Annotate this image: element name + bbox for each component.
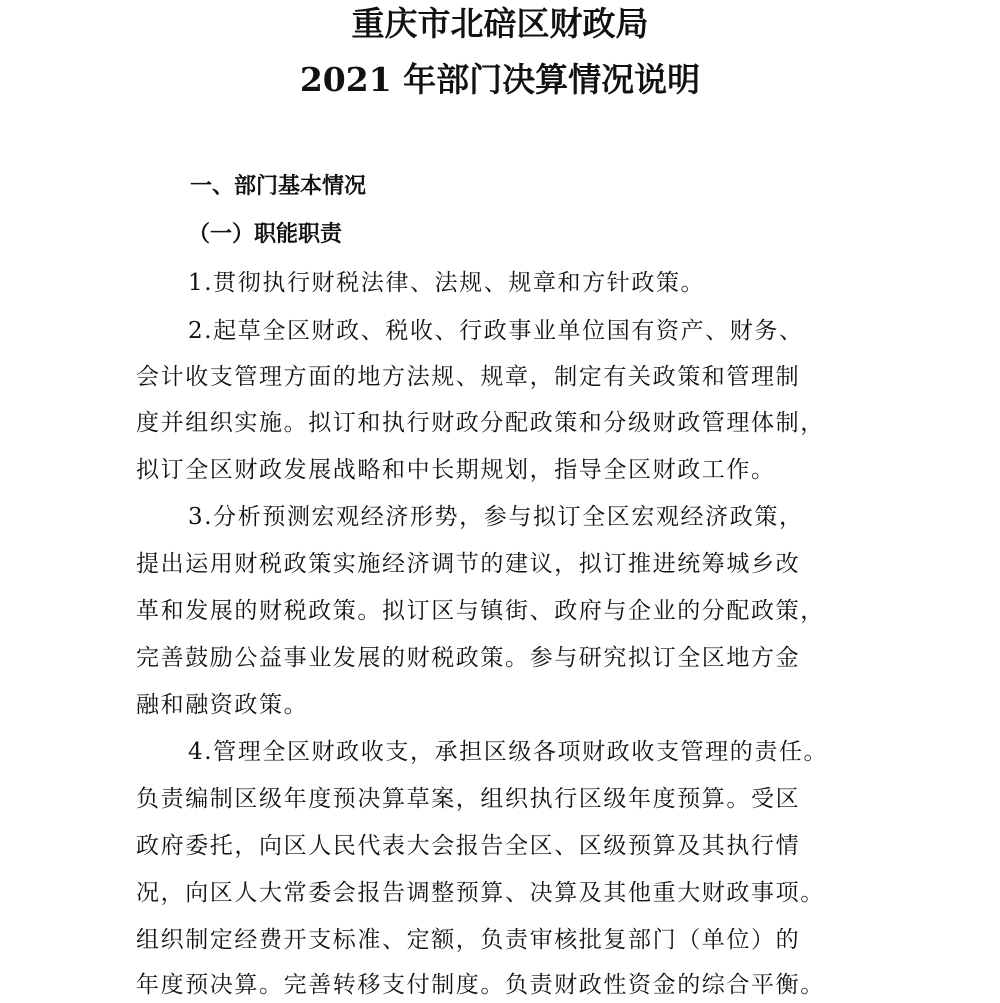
section-heading: 一、部门基本情况	[190, 174, 367, 199]
body-line: 组织制定经费开支标准、定额，负责审核批复部门（单位）的	[136, 927, 801, 953]
body-line: 负责编制区级年度预决算草案，组织执行区级年度预算。受区	[136, 786, 801, 812]
body-line: 融和融资政策。	[136, 692, 309, 718]
body-line: 会计收支管理方面的地方法规、规章，制定有关政策和管理制	[136, 364, 801, 390]
subsection-heading: （一）职能职责	[188, 222, 343, 247]
body-line: 3.分析预测宏观经济形势，参与拟订全区宏观经济政策，	[188, 504, 804, 530]
body-line: 完善鼓励公益事业发展的财税政策。参与研究拟订全区地方金	[136, 645, 801, 671]
body-line: 提出运用财税政策实施经济调节的建议，拟订推进统筹城乡改	[136, 551, 801, 577]
document-subtitle: 2021 年部门决算情况说明	[299, 60, 701, 99]
body-line: 革和发展的财税政策。拟订区与镇街、政府与企业的分配政策，	[136, 598, 825, 624]
body-line: 年度预决算。完善转移支付制度。负责财政性资金的综合平衡。	[136, 972, 825, 998]
body-line: 况，向区人大常委会报告调整预算、决算及其他重大财政事项。	[136, 880, 825, 906]
body-line: 政府委托，向区人民代表大会报告全区、区级预算及其执行情	[136, 833, 801, 859]
body-line: 拟订全区财政发展战略和中长期规划，指导全区财政工作。	[136, 457, 776, 483]
body-line: 2.起草全区财政、税收、行政事业单位国有资产、财务、	[188, 318, 804, 344]
document-title: 重庆市北碚区财政局	[351, 4, 649, 43]
body-line: 4.管理全区财政收支，承担区级各项财政收支管理的责任。	[188, 739, 829, 765]
body-line: 度并组织实施。拟订和执行财政分配政策和分级财政管理体制，	[136, 410, 825, 436]
body-line: 1.贯彻执行财税法律、法规、规章和方针政策。	[188, 270, 706, 296]
